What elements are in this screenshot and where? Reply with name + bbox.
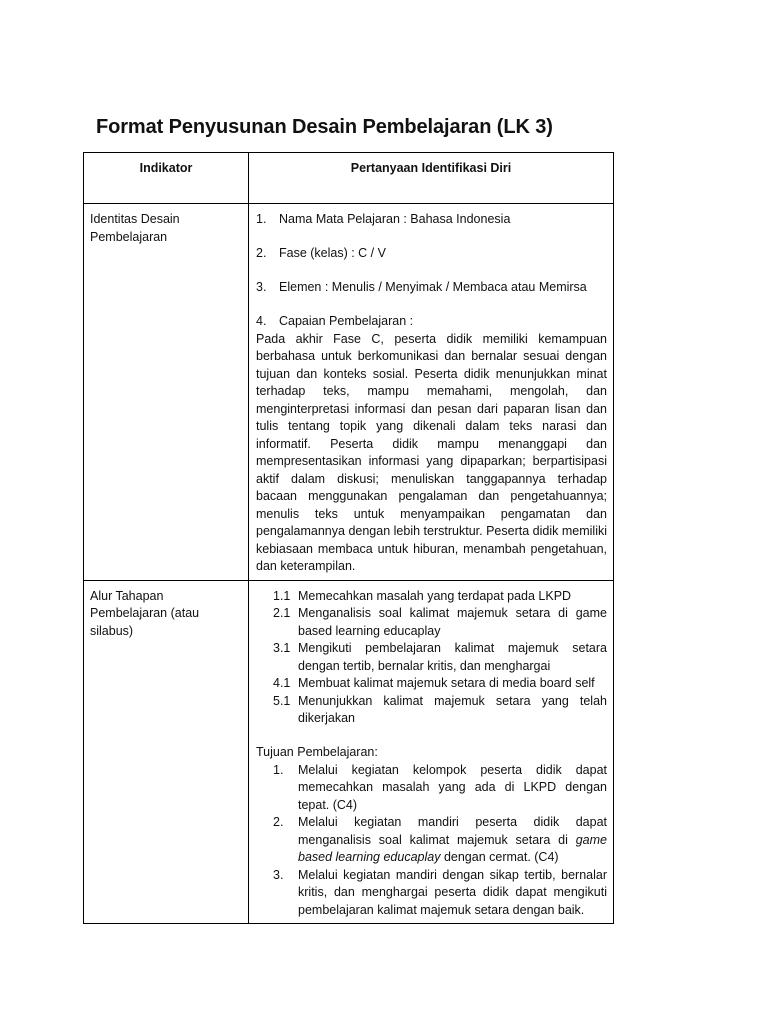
list-item: 1.1 Memecahkan masalah yang terdapat pada LKPD (273, 588, 572, 603)
identity-item: 2. Fase (kelas) : C / V (256, 245, 607, 263)
row-label-alur: Alur Tahapan Pembelajaran (atau silabus) (84, 580, 249, 924)
table-row (84, 204, 614, 581)
tujuan-heading: Tujuan Pembelajaran: (256, 745, 378, 759)
list-item: 4.1 Membuat kalimat majemuk setara di media board self (273, 676, 595, 690)
table-row (84, 580, 614, 924)
alur-content (249, 580, 614, 924)
document-title: Format Penyusunan Desain Pembelajaran (LK 3) (96, 116, 553, 138)
identitas-content (249, 204, 614, 581)
list-item: 5.1 Menunjukkan kalimat majemuk setara yang telah dikerjakan (273, 693, 607, 725)
list-item: 3.1 Mengikuti pembelajaran kalimat majemuk setara dengan tertib, bernalar kritis, dan menghargai (273, 641, 607, 673)
identity-item: 4. Capaian Pembelajaran : (256, 313, 607, 331)
tujuan-list (256, 762, 607, 920)
header-indikator: Indikator (84, 153, 249, 204)
capaian-list (256, 588, 607, 728)
design-table (83, 152, 614, 924)
identity-item: 3. Elemen : Menulis / Menyimak / Membaca atau Memirsa (256, 279, 607, 297)
elements: Elemen : Menulis / Menyimak / Membaca atau Memirsa (279, 280, 587, 294)
subject-name: Nama Mata Pelajaran : Bahasa Indonesia (279, 212, 511, 226)
phase-class: Fase (kelas) : C / V (279, 246, 386, 260)
header-pertanyaan: Pertanyaan Identifikasi Diri (249, 153, 614, 204)
capaian-heading: Capaian Pembelajaran : (279, 314, 414, 328)
list-item: 2.1 Menganalisis soal kalimat majemuk setara di game based learning educaplay (273, 606, 607, 638)
table-header-row (84, 153, 614, 204)
list-item: 2. Melalui kegiatan mandiri peserta didik dapat menganalisis soal kalimat majemuk setara di game based learning educaplay dengan cermat. (C4) (273, 815, 607, 864)
list-item: 3. Melalui kegiatan mandiri dengan sikap tertib, bernalar kritis, dan menghargai peserta didik dapat mengikuti pembelajaran kalimat majemuk setara dengan baik. (273, 867, 607, 917)
capaian-paragraph: Pada akhir Fase C, peserta didik memiliki kemampuan berbahasa untuk berkomunikasi dan bernalar sesuai dengan tujuan dan konteks sosial. Peserta didik menunjukkan minat terhadap teks, mampu memahami, mengolah, dan menginterpretasi informasi dan pesan dari paparan lisan dan tulis tentang topik yang dikenali dalam teks narasi dan informatif. Peserta didik mampu menanggapi dan mempresentasikan informasi yang dipaparkan; berpartisipasi aktif dalam diskusi; menuliskan tanggapannya terhadap bacaan menggunakan pengalaman dan pengetahuannya; menulis teks untuk menyampaikan pengamatan dan pengalamannya dengan lebih terstruktur. Peserta didik memiliki kebiasaan membaca untuk hiburan, menambah pengetahuan, dan keterampilan. (256, 331, 607, 573)
row-label-identitas: Identitas Desain Pembelajaran (84, 204, 249, 581)
identity-item: 1. Nama Mata Pelajaran : Bahasa Indonesia (256, 211, 607, 229)
list-item: 1. Melalui kegiatan kelompok peserta didik dapat memecahkan masalah yang ada di LKPD dengan tepat. (C4) (273, 762, 607, 812)
